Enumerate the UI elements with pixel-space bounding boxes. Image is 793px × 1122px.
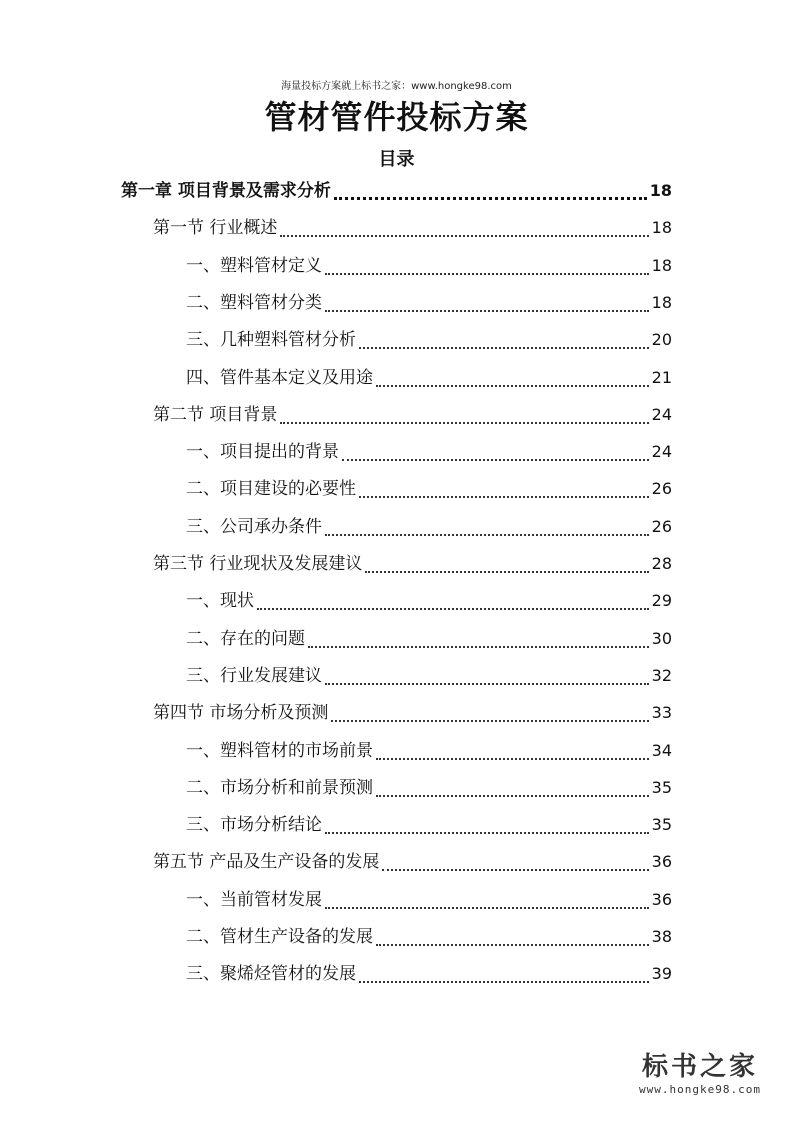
toc-dot-leader (325, 534, 649, 536)
toc-entry-page: 18 (649, 181, 672, 200)
toc-entry-page: 24 (651, 442, 672, 462)
toc-dot-leader (325, 907, 649, 909)
toc-entry-label: 二、市场分析和前景预测 (186, 777, 373, 798)
toc-entry-page: 18 (651, 292, 672, 312)
site-logo (625, 1046, 775, 1096)
toc-entry-page: 32 (651, 665, 672, 685)
toc-entry-label: 一、塑料管材的市场前景 (186, 740, 373, 761)
toc-entry-page: 24 (651, 404, 672, 424)
toc-dot-leader (325, 832, 649, 834)
toc-entry-page: 26 (651, 516, 672, 536)
toc-entry-label: 三、公司承办条件 (186, 516, 322, 537)
toc-entry-item[interactable] (186, 251, 672, 281)
toc-entry-page: 30 (651, 628, 672, 648)
toc-dot-leader (382, 869, 648, 871)
toc-dot-leader (308, 646, 649, 648)
toc-entry-item[interactable] (186, 885, 672, 915)
toc-entry-page: 35 (651, 815, 672, 835)
toc-entry-label: 二、存在的问题 (186, 628, 305, 649)
toc-entry-item[interactable] (186, 474, 672, 504)
toc-dot-leader (280, 235, 648, 237)
toc-entry-label: 二、项目建设的必要性 (186, 479, 356, 500)
toc-entry-page: 20 (651, 330, 672, 350)
toc-entry-label: 第二节 项目背景 (153, 404, 278, 425)
toc-entry-item[interactable] (186, 512, 672, 542)
toc-entry-label: 三、几种塑料管材分析 (186, 330, 356, 351)
toc-entry-page: 18 (651, 255, 672, 275)
toc-entry-label: 第一节 行业概述 (153, 218, 278, 239)
header-note: 海量投标方案就上标书之家：www.hongke98.com (281, 81, 512, 92)
toc-entry-page: 35 (651, 777, 672, 797)
toc-dot-leader (365, 571, 648, 573)
toc-entry-section[interactable] (153, 549, 672, 579)
toc-entry-page: 39 (651, 964, 672, 984)
toc-heading: 目录 (378, 149, 415, 170)
toc-dot-leader (359, 981, 649, 983)
toc-entry-section[interactable] (153, 400, 672, 430)
toc-entry-page: 36 (651, 889, 672, 909)
toc-entry-section[interactable] (153, 698, 672, 728)
toc-entry-label: 三、市场分析结论 (186, 815, 322, 836)
toc-entry-item[interactable] (186, 363, 672, 393)
toc-entry-item[interactable] (186, 437, 672, 467)
toc-entry-item[interactable] (186, 586, 672, 616)
toc-entry-item[interactable] (186, 624, 672, 654)
toc-dot-leader (376, 944, 649, 946)
toc-entry-page: 26 (651, 479, 672, 499)
toc-entry-item[interactable] (186, 810, 672, 840)
toc-entry-page: 29 (651, 591, 672, 611)
toc-dot-leader (359, 347, 649, 349)
toc-entry-label: 第三节 行业现状及发展建议 (153, 554, 363, 574)
toc-entry-page: 21 (651, 367, 672, 387)
toc-entry-page: 33 (651, 703, 672, 723)
toc-entry-item[interactable] (186, 288, 672, 318)
toc-entry-label: 二、塑料管材分类 (186, 292, 322, 313)
toc-entry-item[interactable] (186, 922, 672, 952)
toc-entry-item[interactable] (186, 959, 672, 989)
toc-entry-label: 第一章 项目背景及需求分析 (121, 181, 331, 201)
toc-entry-item[interactable] (186, 773, 672, 803)
toc-entry-label: 第四节 市场分析及预测 (153, 703, 329, 724)
toc-dot-leader (257, 608, 649, 610)
logo-text: 标书之家 (641, 1052, 758, 1082)
toc-dot-leader (376, 385, 649, 387)
toc-entry-item[interactable] (186, 325, 672, 355)
toc-entry-section[interactable] (153, 213, 672, 243)
toc-entry-page: 34 (651, 740, 672, 760)
toc-entry-label: 三、行业发展建议 (186, 665, 322, 686)
toc-dot-leader (342, 459, 649, 461)
toc-dot-leader (359, 496, 649, 498)
toc-dot-leader (325, 273, 649, 275)
toc-dot-leader (325, 683, 649, 685)
toc-entry-section[interactable] (153, 847, 672, 877)
toc-entry-label: 四、管件基本定义及用途 (186, 367, 373, 388)
toc-entry-label: 一、当前管材发展 (186, 889, 322, 910)
toc-entry-item[interactable] (186, 661, 672, 691)
toc-entry-chapter[interactable] (121, 176, 672, 206)
toc-entry-label: 第五节 产品及生产设备的发展 (153, 852, 380, 873)
document-title: 管材管件投标方案 (264, 98, 529, 136)
toc-dot-leader (325, 310, 649, 312)
toc-dot-leader (334, 197, 647, 200)
toc-entry-label: 三、聚烯烃管材的发展 (186, 964, 356, 985)
toc-dot-leader (280, 422, 648, 424)
toc-dot-leader (331, 720, 648, 722)
toc-entry-item[interactable] (186, 736, 672, 766)
toc-entry-label: 一、项目提出的背景 (186, 442, 339, 463)
toc-entry-page: 28 (651, 554, 672, 573)
toc-entry-label: 二、管材生产设备的发展 (186, 927, 373, 947)
toc-dot-leader (376, 795, 649, 797)
toc-entry-page: 36 (651, 852, 672, 872)
toc-dot-leader (376, 758, 649, 760)
toc-entry-page: 18 (651, 218, 672, 238)
toc-entry-page: 38 (651, 927, 672, 946)
toc-entry-label: 一、现状 (186, 591, 254, 612)
toc-entry-label: 一、塑料管材定义 (186, 255, 322, 276)
logo-url: www.hongke98.com (639, 1083, 761, 1096)
